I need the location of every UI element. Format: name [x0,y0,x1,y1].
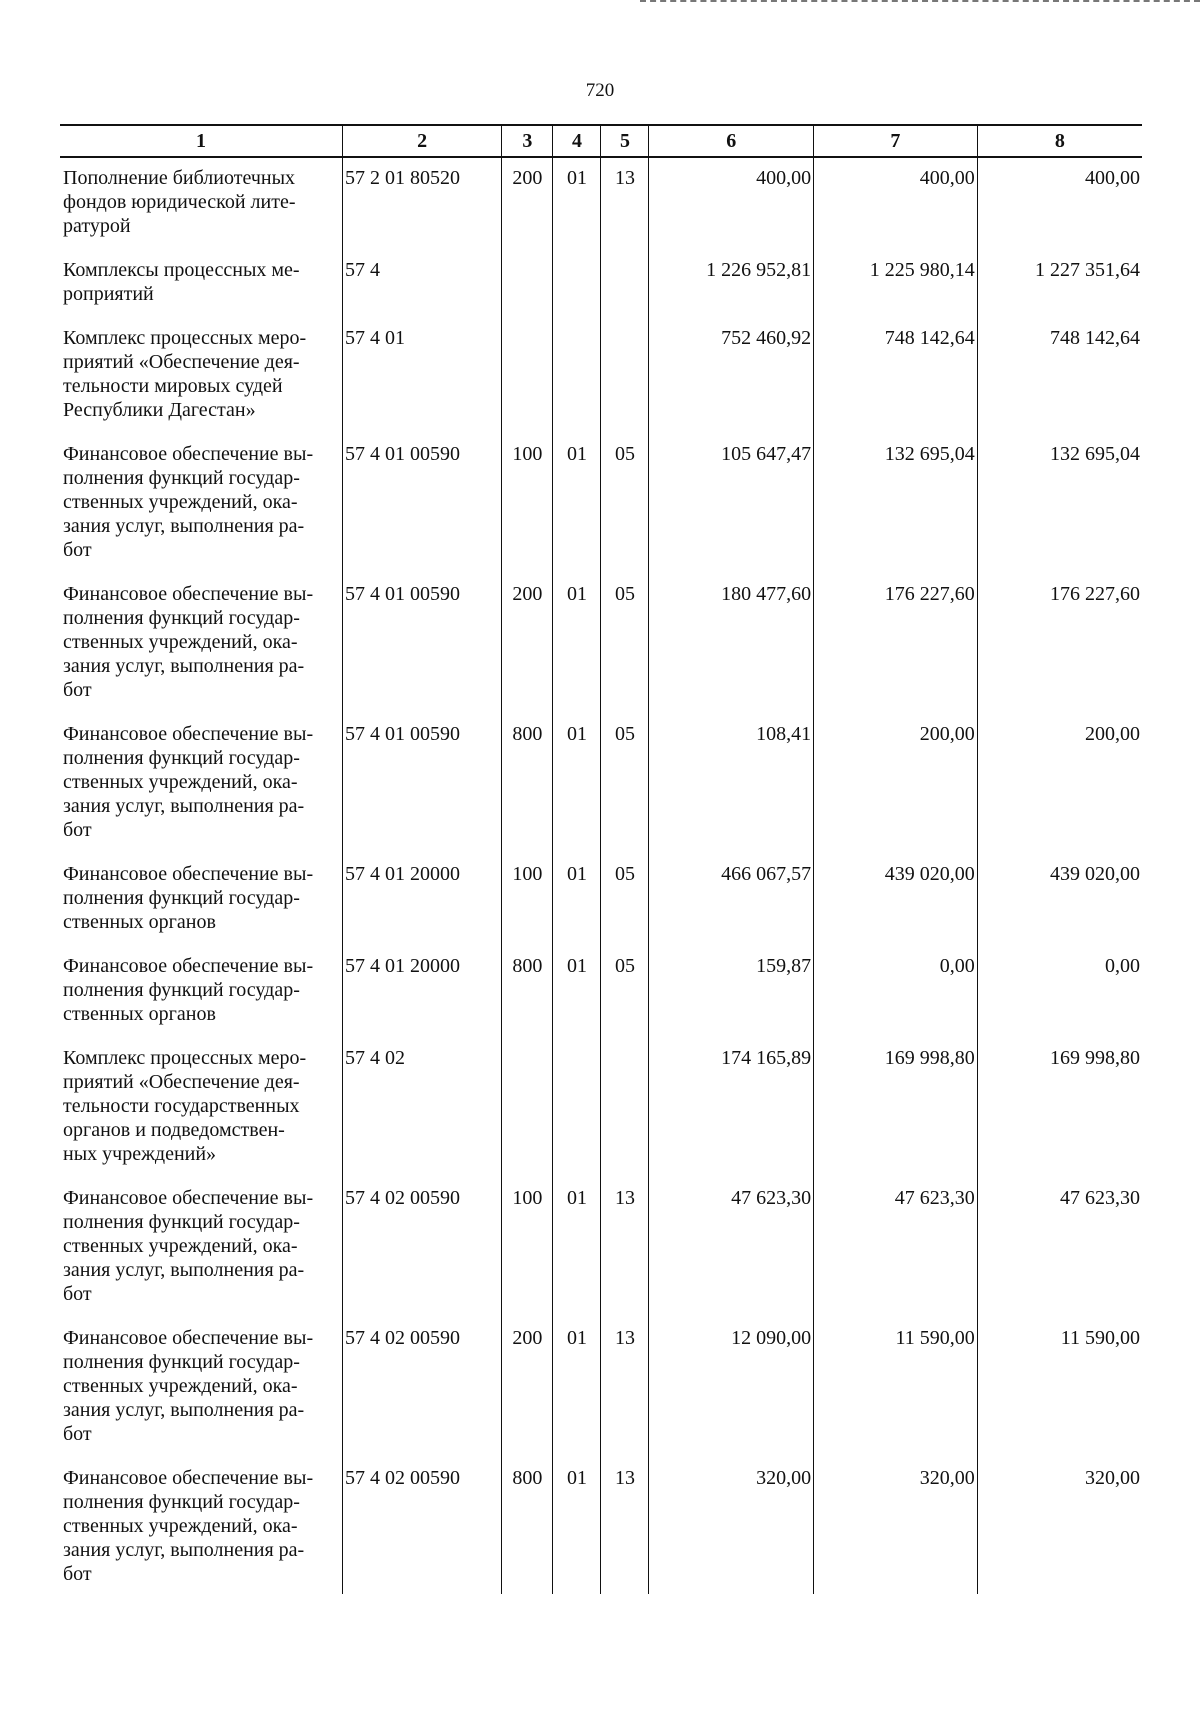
target-code: 57 4 [342,250,501,318]
subsection: 05 [601,574,649,714]
subsection: 13 [601,157,649,250]
subsection: 13 [601,1458,649,1594]
subsection [601,250,649,318]
expense-type: 200 [502,1318,553,1458]
row-name: Финансовое обеспечение вы- полнения функций государ- ственных органов [60,854,342,946]
section: 01 [553,854,601,946]
target-code: 57 4 01 20000 [342,946,501,1038]
header-row [60,125,1142,157]
row-name: Финансовое обеспечение вы- полнения функций государ- ственных органов [60,946,342,1038]
amount-col-6: 1 226 952,81 [649,250,814,318]
amount-col-7: 11 590,00 [814,1318,978,1458]
row-name: Финансовое обеспечение вы- полнения функций государ- ственных учреждений, ока- зания услуг, выполнения ра- бот [60,1458,342,1594]
amount-col-8: 320,00 [977,1458,1142,1594]
amount-col-8: 0,00 [977,946,1142,1038]
amount-col-8: 47 623,30 [977,1178,1142,1318]
scan-edge-artifact [640,0,1200,4]
amount-col-7: 200,00 [814,714,978,854]
amount-col-7: 132 695,04 [814,434,978,574]
target-code: 57 4 01 00590 [342,574,501,714]
table-row [60,1458,1142,1594]
amount-col-6: 180 477,60 [649,574,814,714]
amount-col-7: 1 225 980,14 [814,250,978,318]
amount-col-8: 169 998,80 [977,1038,1142,1178]
row-name: Финансовое обеспечение вы- полнения функций государ- ственных учреждений, ока- зания услуг, выполнения ра- бот [60,1318,342,1458]
expense-type [502,250,553,318]
table-row [60,1318,1142,1458]
expense-type [502,1038,553,1178]
expense-type: 800 [502,946,553,1038]
table-row [60,1178,1142,1318]
row-name: Пополнение библиотечных фондов юридической лите- ратурой [60,157,342,250]
row-name: Комплекс процессных меро- приятий «Обеспечение дея- тельности государственных органов и подведомствен- ных учреждений» [60,1038,342,1178]
row-name: Комплексы процессных ме- роприятий [60,250,342,318]
amount-col-6: 752 460,92 [649,318,814,434]
section [553,250,601,318]
subsection: 13 [601,1178,649,1318]
target-code: 57 4 01 20000 [342,854,501,946]
page-number: 720 [585,80,615,101]
header-col-4: 4 [553,125,601,157]
row-name: Финансовое обеспечение вы- полнения функций государ- ственных учреждений, ока- зания услуг, выполнения ра- бот [60,1178,342,1318]
header-col-1: 1 [60,125,342,157]
section [553,1038,601,1178]
row-name: Финансовое обеспечение вы- полнения функций государ- ственных учреждений, ока- зания услуг, выполнения ра- бот [60,714,342,854]
subsection: 05 [601,434,649,574]
subsection: 05 [601,946,649,1038]
amount-col-7: 169 998,80 [814,1038,978,1178]
header-col-2: 2 [342,125,501,157]
amount-col-6: 12 090,00 [649,1318,814,1458]
target-code: 57 4 02 00590 [342,1178,501,1318]
section: 01 [553,714,601,854]
section: 01 [553,1318,601,1458]
expense-type [502,318,553,434]
amount-col-7: 439 020,00 [814,854,978,946]
amount-col-8: 439 020,00 [977,854,1142,946]
expense-type: 200 [502,574,553,714]
section [553,318,601,434]
table-row [60,1038,1142,1178]
header-col-7: 7 [814,125,978,157]
header-col-6: 6 [649,125,814,157]
amount-col-6: 400,00 [649,157,814,250]
amount-col-8: 132 695,04 [977,434,1142,574]
table-row [60,574,1142,714]
amount-col-7: 0,00 [814,946,978,1038]
amount-col-8: 748 142,64 [977,318,1142,434]
amount-col-7: 47 623,30 [814,1178,978,1318]
amount-col-6: 105 647,47 [649,434,814,574]
expense-type: 100 [502,854,553,946]
subsection [601,1038,649,1178]
table-row [60,714,1142,854]
subsection: 05 [601,714,649,854]
amount-col-7: 320,00 [814,1458,978,1594]
amount-col-6: 159,87 [649,946,814,1038]
expense-type: 800 [502,1458,553,1594]
amount-col-8: 11 590,00 [977,1318,1142,1458]
target-code: 57 4 01 00590 [342,714,501,854]
amount-col-6: 108,41 [649,714,814,854]
header-col-8: 8 [977,125,1142,157]
amount-col-7: 400,00 [814,157,978,250]
subsection: 13 [601,1318,649,1458]
section: 01 [553,157,601,250]
table-row [60,250,1142,318]
amount-col-7: 176 227,60 [814,574,978,714]
section: 01 [553,1458,601,1594]
expense-type: 200 [502,157,553,250]
amount-col-8: 200,00 [977,714,1142,854]
target-code: 57 4 01 [342,318,501,434]
section: 01 [553,574,601,714]
subsection [601,318,649,434]
target-code: 57 2 01 80520 [342,157,501,250]
section: 01 [553,434,601,574]
section: 01 [553,946,601,1038]
subsection: 05 [601,854,649,946]
target-code: 57 4 02 00590 [342,1458,501,1594]
target-code: 57 4 01 00590 [342,434,501,574]
table-row [60,946,1142,1038]
target-code: 57 4 02 [342,1038,501,1178]
table-row [60,318,1142,434]
amount-col-6: 47 623,30 [649,1178,814,1318]
amount-col-8: 176 227,60 [977,574,1142,714]
row-name: Финансовое обеспечение вы- полнения функций государ- ственных учреждений, ока- зания услуг, выполнения ра- бот [60,574,342,714]
header-col-5: 5 [601,125,649,157]
table-row [60,434,1142,574]
target-code: 57 4 02 00590 [342,1318,501,1458]
amount-col-6: 466 067,57 [649,854,814,946]
table-row [60,854,1142,946]
budget-table [60,124,1142,1594]
amount-col-6: 174 165,89 [649,1038,814,1178]
table-row [60,157,1142,250]
amount-col-8: 400,00 [977,157,1142,250]
table-body [60,157,1142,1594]
row-name: Комплекс процессных меро- приятий «Обеспечение дея- тельности мировых судей Республики Дагестан» [60,318,342,434]
header-col-3: 3 [502,125,553,157]
section: 01 [553,1178,601,1318]
expense-type: 100 [502,434,553,574]
expense-type: 100 [502,1178,553,1318]
expense-type: 800 [502,714,553,854]
amount-col-8: 1 227 351,64 [977,250,1142,318]
row-name: Финансовое обеспечение вы- полнения функций государ- ственных учреждений, ока- зания услуг, выполнения ра- бот [60,434,342,574]
amount-col-6: 320,00 [649,1458,814,1594]
amount-col-7: 748 142,64 [814,318,978,434]
